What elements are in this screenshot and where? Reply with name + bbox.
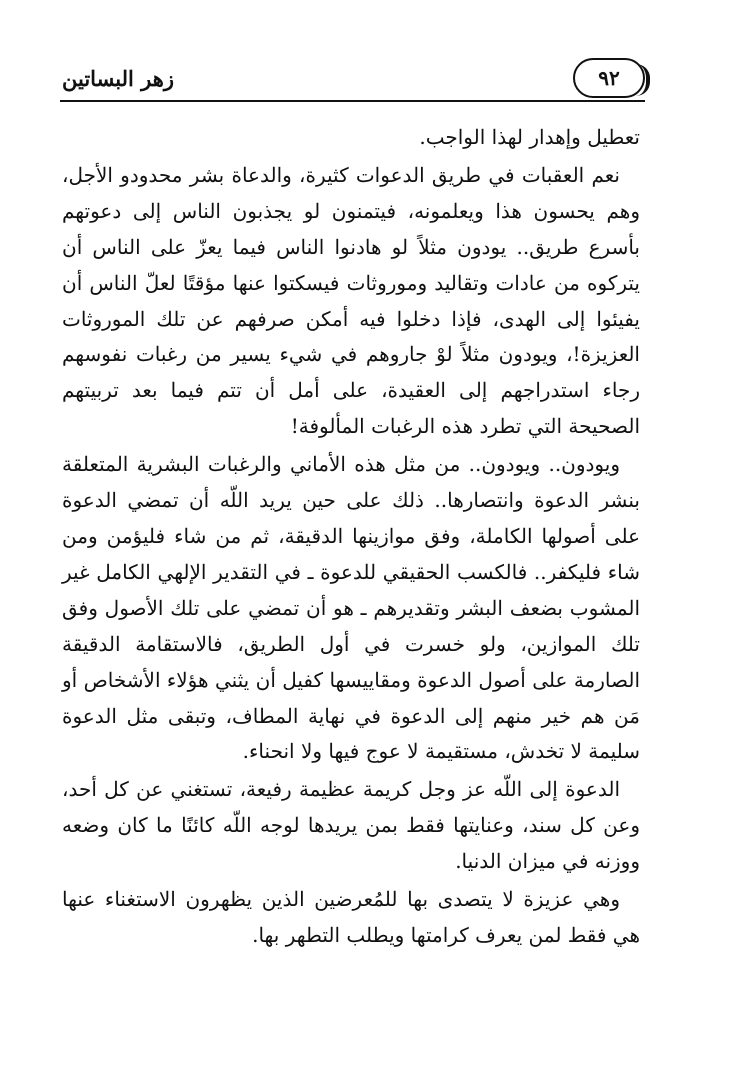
- page-number-badge: [573, 58, 645, 98]
- page-number: ٩٢: [598, 66, 620, 90]
- header-rule: [60, 100, 645, 102]
- book-title: زهر البساتين: [62, 66, 174, 91]
- paragraph-4: الدعوة إلى اللّه عز وجل كريمة عظيمة رفيعة، تستغني عن كل أحد، وعن كل سند، وعنايتها فقط بمن يريدها لوجه اللّه كائنًا ما كان وضعه ووزنه في ميزان الدنيا.: [62, 777, 640, 874]
- page-header: [60, 58, 645, 102]
- paragraph-1: تعطيل وإهدار لهذا الواجب.: [419, 125, 640, 149]
- paragraph-5: وهي عزيزة لا يتصدى بها للمُعرضين الذين يظهرون الاستغناء عنها هي فقط لمن يعرف كرامتها ويطلب التطهر بها.: [62, 887, 640, 947]
- body-text: [62, 120, 640, 956]
- paragraph-3: ويودون.. ويودون.. من مثل هذه الأماني والرغبات البشرية المتعلقة بنشر الدعوة وانتصارها.. ذلك على حين يريد اللّه أن تمضي الدعوة على أصولها الكاملة، وفق موازينها الدقيقة، ثم من شاء فليؤمن ومن شاء فليكفر.. فالكسب الحقيقي للدعوة ـ في التقدير الإلهي الكامل غير المشوب بضعف البشر وتقديرهم ـ هو أن تمضي على تلك الأصول وفق تلك الموازين، ولو خسرت في أول الطريق، فالاستقامة الدقيقة الصارمة على أصول الدعوة ومقاييسها كفيل أن يثني هؤلاء الأشخاص أو مَن هم خير منهم إلى الدعوة في نهاية المطاف، وتبقى مثل الدعوة سليمة لا تخدش، مستقيمة لا عوج فيها ولا انحناء.: [62, 452, 640, 764]
- paragraph-2: نعم العقبات في طريق الدعوات كثيرة، والدعاة بشر محدودو الأجل، وهم يحسون هذا ويعلمونه، فيتمنون لو يجذبون الناس إلى دعوتهم بأسرع طريق.. يودون مثلاً لو هادنوا الناس فيما يعزّ على الناس أن يتركوه من عادات وتقاليد وموروثات فيسكتوا عنها مؤقتًا لعلّ الناس أن يفيئوا إلى الهدى، فإذا دخلوا فيه أمكن صرفهم عن تلك الموروثات العزيزة!، ويودون مثلاً لوْ جاروهم في شيء يسير من رغبات نفوسهم رجاء استدراجهم إلى العقيدة، على أمل أن تتم فيما بعد تربيتهم الصحيحة التي تطرد هذه الرغبات المألوفة!: [62, 162, 640, 439]
